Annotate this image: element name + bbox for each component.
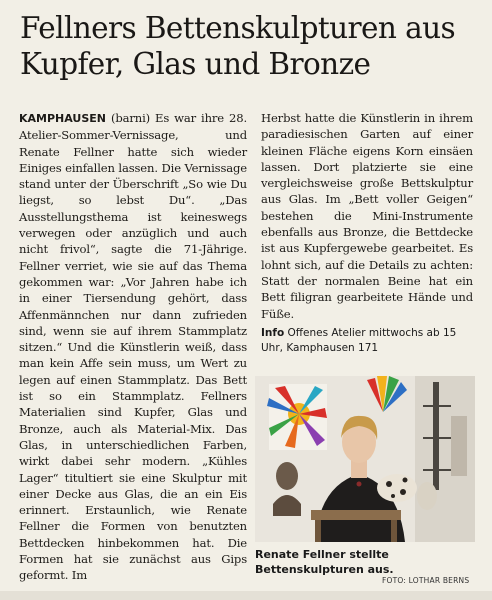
article-paragraph-left bbox=[19, 110, 247, 584]
info-text: Offenes Atelier mittwochs ab 15 Uhr, Kamphausen 171 bbox=[261, 327, 457, 354]
dateline: KAMPHAUSEN bbox=[19, 112, 107, 125]
article-column-right bbox=[261, 110, 473, 322]
info-label: Info bbox=[261, 327, 285, 339]
article-column-left bbox=[19, 110, 247, 584]
headline: Fellners Bettenskulpturen aus Kupfer, Glas und Bronze bbox=[20, 11, 456, 81]
photo-caption: Renate Fellner stellte Bettenskulpturen aus. bbox=[255, 548, 394, 576]
body-text-left: Es war ihre 28. Atelier-Sommer-Vernissage, und Renate Fellner hatte sich wieder Einiges einfallen lassen. Die Vernissage stand unter der Überschrift „So wie Du liegst, so lebst Du“. „Das Ausstellungsthema ist keineswegs verwegen oder anzüglich und auch nicht frivol“, sagte die 71-Jährige. Fellner verriet, wie sie auf das Thema gekommen war: „Vor Jahren habe ich in einer Tiersendung gehört, dass Affenmännchen nur dann zufrieden sind, wenn sie auf ihrem Stammplatz sitzen.“ Und die Künstlerin weiß, dass man kein Affe sein muss, um Wert zu legen auf einen Stammplatz. Das Bett ist so ein Stammplatz. Fellners Materialien sind Kupfer, Glas und Bronze, auch als Material-Mix. Das Glas, in unterschiedlichen Farben, wirkt dabei sehr modern. „Kühles Lager“ titultiert sie eine Skulptur mit einer Decke aus Glas, die an ein Eis erinnert. Erstaunlich, wie Renate Fellner die Formen von benutzten Bettdecken hinbekommen hat. Die Formen hat sie zunächst aus Gips geformt. Im bbox=[19, 111, 247, 583]
page-edge bbox=[0, 591, 492, 600]
body-text-right: Herbst hatte die Künstlerin in ihrem paradiesischen Garten auf einer kleinen Fläche eigens Korn einsäen lassen. Dort platzierte sie eine vergleichsweise große Bettskulptur aus Glas. Im „Bett voller Geigen“ bestehen die Mini-Instrumente ebenfalls aus Bronze, die Bettdecke ist aus Kupfergewebe gearbeitet. Es lohnt sich, auf die Details zu achten: Statt der normalen Beine hat ein Bett filigran gearbeitete Hände und Füße. bbox=[261, 111, 473, 321]
article-photo bbox=[255, 376, 475, 542]
author-tag: (barni) bbox=[111, 111, 151, 125]
sun-painting-icon bbox=[267, 384, 327, 450]
photo-credit: FOTO: LOTHAR BERNS bbox=[382, 576, 470, 585]
info-box bbox=[261, 326, 473, 356]
